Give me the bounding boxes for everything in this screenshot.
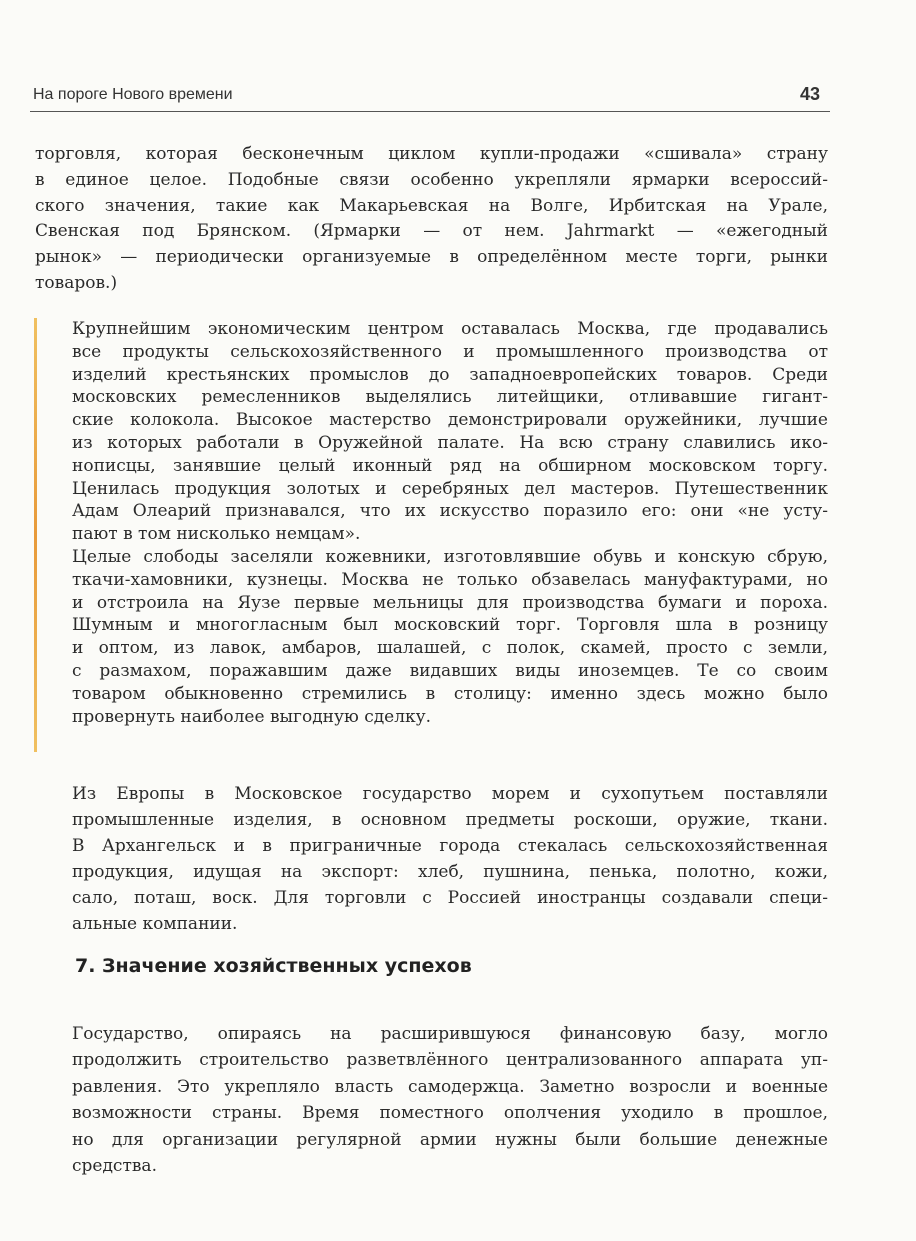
text-line: товаров.): [35, 272, 118, 293]
text-line: из которых работали в Оружейной палате. На всю страну славились ико-: [72, 432, 828, 453]
text-line: Шумным и многогласным был московский торг. Торговля шла в розницу: [72, 615, 828, 636]
text-line: и отстроила на Яузе первые мельницы для производства бумаги и пороха.: [72, 592, 828, 613]
text-line: товаром обыкновенно стремились в столицу: именно здесь можно было: [72, 683, 828, 704]
text-line: ского значения, такие как Макарьевская на Волге, Ирбитская на Урале,: [35, 195, 828, 216]
paragraph-trade: [35, 142, 828, 297]
text-line: рынок» — периодически организуемые в определённом месте торги, рынки: [35, 247, 828, 268]
running-header-title: На пороге Нового времени: [33, 86, 233, 103]
text-line: но для организации регулярной армии нужны были большие денежные: [72, 1129, 828, 1150]
text-line: В Архангельск и в приграничные города стекалась сельскохозяйственная: [72, 836, 828, 856]
text-line: московских ремесленников выделялись литейщики, отливавшие гигант-: [72, 387, 828, 408]
text-line: с размахом, поражавшим даже видавших виды иноземцев. Те со своим: [72, 660, 828, 681]
text-line: Из Европы в Московское государство морем и сухопутьем поставляли: [72, 784, 828, 804]
paragraph-europe-trade: [72, 781, 828, 937]
text-line: продолжить строительство разветвлённого централизованного аппарата уп-: [72, 1050, 828, 1071]
text-line: средства.: [72, 1155, 157, 1176]
sidebar-accent-bar: [34, 318, 37, 752]
text-line: сало, поташ, воск. Для торговли с Россией иностранцы создавали специ-: [72, 888, 828, 908]
text-line: Крупнейшим экономическим центром оставалась Москва, где продавались: [72, 319, 828, 339]
page-number: 43: [800, 84, 821, 104]
text-line: промышленные изделия, в основном предметы роскоши, оружие, ткани.: [72, 810, 828, 830]
text-line: ткачи-хамовники, кузнецы. Москва не только обзавелась мануфактурами, но: [72, 569, 828, 590]
text-line: возможности страны. Время поместного ополчения уходило в прошлое,: [72, 1103, 828, 1124]
text-line: Ценилась продукция золотых и серебряных дел мастеров. Путешественник: [72, 478, 828, 499]
text-line: и оптом, из лавок, амбаров, шалашей, с полок, скамей, просто с земли,: [72, 638, 828, 659]
text-line: все продукты сельскохозяйственного и промышленного производства от: [72, 341, 828, 362]
text-line: продукция, идущая на экспорт: хлеб, пушнина, пенька, полотно, кожи,: [72, 862, 828, 882]
text-line: нописцы, занявшие целый иконный ряд на обширном московском торгу.: [72, 455, 828, 476]
header-rule: [30, 111, 830, 112]
sidebar-box-moscow: [72, 318, 828, 728]
text-line: провернуть наиболее выгодную сделку.: [72, 706, 432, 727]
text-line: Свенская под Брянском. (Ярмарки — от нем. Jahrmarkt — «ежегодный: [35, 221, 828, 242]
paragraph-state: [72, 1021, 828, 1179]
text-line: альные компании.: [72, 914, 238, 934]
text-line: ские колокола. Высокое мастерство демонстрировали оружейники, лучшие: [72, 410, 828, 431]
text-line: изделий крестьянских промыслов до западноевропейских товаров. Среди: [72, 364, 828, 385]
text-line: в единое целое. Подобные связи особенно укрепляли ярмарки всероссий-: [35, 169, 828, 190]
text-line: Целые слободы заселяли кожевники, изготовлявшие обувь и конскую сбрую,: [72, 546, 828, 567]
section-heading: 7. Значение хозяйственных успехов: [75, 955, 472, 977]
text-line: Адам Олеарий признавался, что их искусство поразило его: они «не усту-: [72, 501, 828, 522]
text-line: равления. Это укрепляло власть самодержца. Заметно возросли и военные: [72, 1076, 828, 1097]
text-line: пают в том нисколько немцам».: [72, 524, 361, 545]
text-line: торговля, которая бесконечным циклом купли-продажи «сшивала» страну: [35, 144, 828, 164]
text-line: Государство, опираясь на расширившуюся финансовую базу, могло: [72, 1024, 828, 1044]
